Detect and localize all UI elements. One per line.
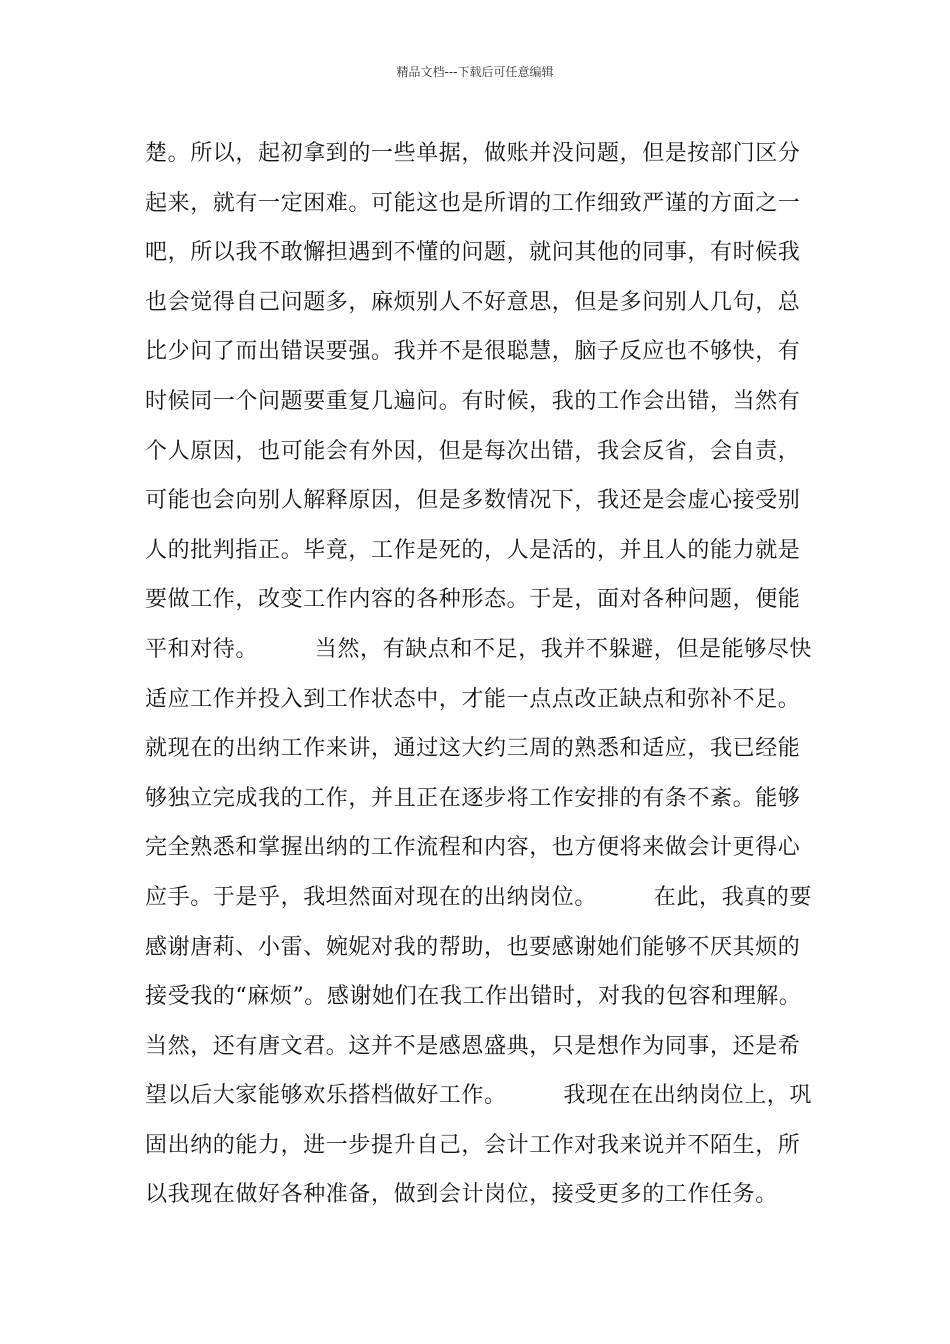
body-line: 比少问了而出错误要强。我并不是很聪慧，脑子反应也不够快，有: [145, 339, 801, 365]
body-line: 吧，所以我不敢懈担遇到不懂的问题，就问其他的同事，有时候我: [145, 240, 801, 266]
body-line: 平和对待。 当然，有缺点和不足，我并不躲避，但是能够尽快: [145, 636, 813, 662]
body-line: 固出纳的能力，进一步提升自己，会计工作对我来说并不陌生，所: [145, 1132, 801, 1158]
body-line: 以我现在做好各种准备，做到会计岗位，接受更多的工作任务。: [145, 1182, 778, 1208]
document-body: [145, 129, 845, 1220]
body-line: 时候同一个问题要重复几遍问。有时候，我的工作会出错，当然有: [145, 388, 801, 414]
body-line: 应手。于是乎，我坦然面对现在的出纳岗位。 在此，我真的要: [145, 884, 813, 910]
body-line: 就现在的出纳工作来讲，通过这大约三周的熟悉和适应，我已经能: [145, 736, 801, 762]
body-line: 个人原因，也可能会有外因，但是每次出错，我会反省，会自责，: [145, 438, 801, 464]
body-line: 也会觉得自己问题多，麻烦别人不好意思，但是多问别人几句，总: [145, 289, 801, 315]
body-line: 完全熟悉和掌握出纳的工作流程和内容，也方便将来做会计更得心: [145, 835, 801, 861]
body-line: 适应工作并投入到工作状态中，才能一点点改正缺点和弥补不足。: [145, 686, 801, 712]
body-line: 望以后大家能够欢乐搭档做好工作。 我现在在出纳岗位上，巩: [145, 1083, 813, 1109]
body-line: 可能也会向别人解释原因，但是多数情况下，我还是会虚心接受别: [145, 488, 801, 514]
body-line: 人的批判指正。毕竟，工作是死的，人是活的，并且人的能力就是: [145, 537, 801, 563]
body-line: 感谢唐莉、小雷、婉妮对我的帮助，也要感谢她们能够不厌其烦的: [145, 934, 801, 960]
body-line: 起来，就有一定困难。可能这也是所谓的工作细致严谨的方面之一: [145, 190, 801, 216]
body-line: 要做工作，改变工作内容的各种形态。于是，面对各种问题，便能: [145, 587, 801, 613]
body-line: 接受我的“麻烦”。感谢她们在我工作出错时，对我的包容和理解。: [145, 984, 802, 1010]
body-line: 够独立完成我的工作，并且正在逐步将工作安排的有条不紊。能够: [145, 785, 801, 811]
body-line: 当然，还有唐文君。这并不是感恩盛典，只是想作为同事，还是希: [145, 1033, 801, 1059]
body-line: 楚。所以，起初拿到的一些单据，做账并没问题，但是按部门区分: [145, 141, 801, 166]
page-header: 精品文档---下载后可任意编辑: [396, 65, 554, 79]
